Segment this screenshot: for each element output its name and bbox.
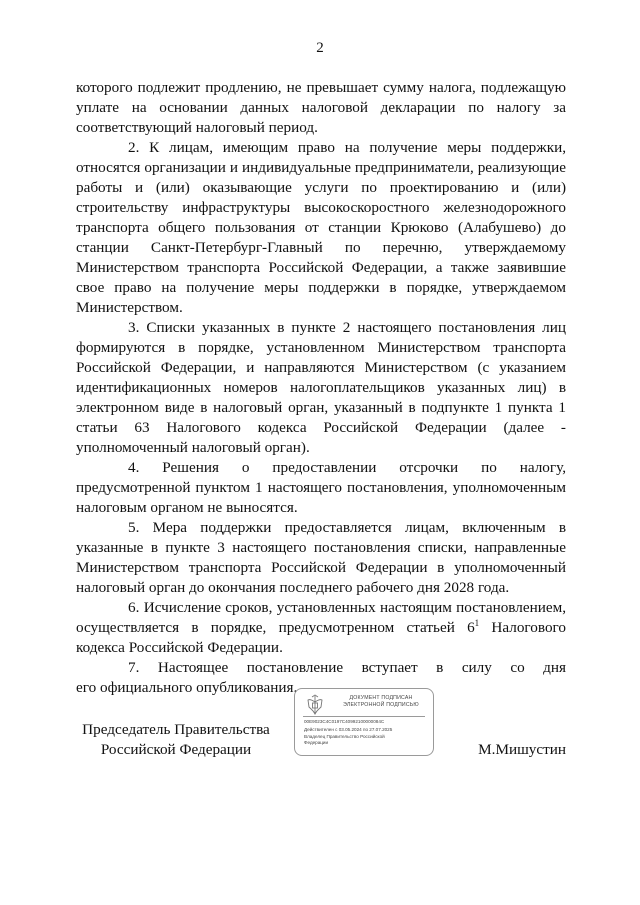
signature-block bbox=[76, 695, 566, 772]
signatory-title-line-1: Председатель Правительства bbox=[82, 721, 270, 738]
stamp-owner-line-1: Владелец Правительство Российской bbox=[304, 734, 385, 739]
stamp-certificate: 00E9023C4C0197C40992100000084C bbox=[304, 719, 385, 724]
paragraph-2: 2. К лицам, имеющим право на получение меры поддержки, относятся организации и индивидуальные предприниматели, реализующие работы и (или) оказывающие услуги по проектированию и (или) строительству инфраструктуры высокоскоростного железнодорожного транспорта общего пользования от станции Крюково (Алабушево) до станции Санкт-Петербург-Главный по перечню, утверждаемому Министерством транспорта Российской Федерации, а также заявившие свое право на получение меры поддержки в порядке, утверждаемом Министерством. bbox=[76, 139, 566, 316]
paragraph-5: 5. Мера поддержки предоставляется лицам, включенным в указанные в пункте 3 настоящего постановления списки, направленные Министерством транспорта Российской Федерации в уполномоченный налоговый орган до окончания последнего рабочего дня 2028 года. bbox=[76, 519, 566, 596]
paragraph-6-text-end: Налогового кодекса Российской Федерации. bbox=[76, 619, 566, 656]
paragraph-6-text: 6. Исчисление сроков, установленных настоящим постановлением, осуществляется в порядке, предусмотренном статьей 6 bbox=[76, 599, 566, 636]
paragraph-6 bbox=[76, 598, 566, 658]
page-number: 2 bbox=[316, 40, 324, 56]
paragraph-4: 4. Решения о предоставлении отсрочки по налогу, предусмотренной пунктом 1 настоящего постановления, уполномоченным налоговым органом не выносятся. bbox=[76, 459, 566, 516]
stamp-divider bbox=[303, 716, 425, 717]
stamp-owner-line-2: Федерации bbox=[304, 740, 329, 745]
stamp-validity: Действителен с 03.05.2024 по 27.07.2025 bbox=[304, 727, 393, 732]
paragraph-7-line-2: его официального опубликования. bbox=[76, 679, 298, 696]
stamp-header-line-1: ДОКУМЕНТ ПОДПИСАН bbox=[349, 695, 413, 701]
stamp-header-line-2: ЭЛЕКТРОННОЙ ПОДПИСЬЮ bbox=[343, 701, 419, 708]
coat-of-arms-icon bbox=[303, 693, 327, 717]
paragraph-7-line-1: 7. Настоящее постановление вступает в силу со дня bbox=[128, 659, 566, 676]
stamp-header bbox=[331, 695, 431, 708]
paragraph-continuation: которого подлежит продлению, не превышает сумму налога, подлежащую уплате на основании данных налоговой декларации по налогу за соответствующий налоговый период. bbox=[76, 79, 566, 136]
signatory-title bbox=[76, 720, 276, 760]
electronic-signature-stamp bbox=[294, 688, 434, 756]
paragraph-3: 3. Списки указанных в пункте 2 настоящего постановления лиц формируются в порядке, установленном Министерством транспорта Российской Федерации, и направляются Министерством (с указанием идентификационных номеров налогоплательщиков указанных лиц) в электронном виде в налоговый орган, указанный в подпункте 1 пункта 1 статьи 63 Налогового кодекса Российской Федерации (далее - уполномоченный налоговый орган). bbox=[76, 319, 566, 456]
document-body bbox=[76, 78, 566, 698]
paragraph-6-superscript: 1 bbox=[474, 617, 480, 628]
signatory-name: М.Мишустин bbox=[478, 741, 566, 758]
signatory-title-line-2: Российской Федерации bbox=[100, 741, 252, 758]
